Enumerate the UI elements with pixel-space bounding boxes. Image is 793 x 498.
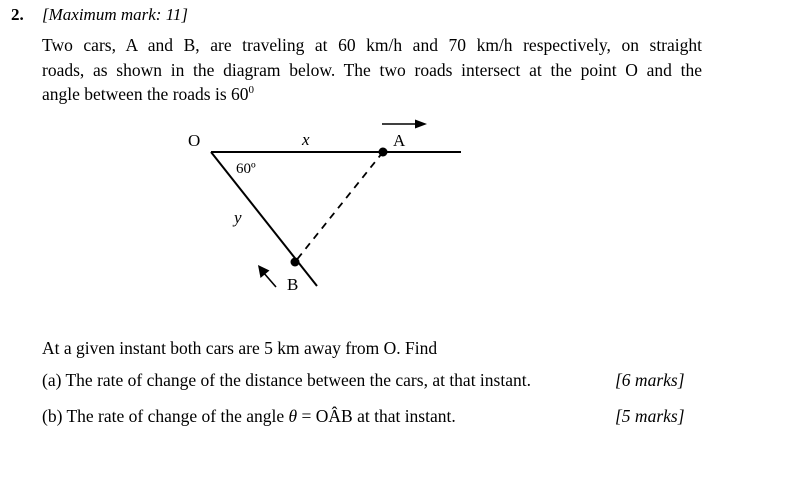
- car-b-point: [291, 258, 300, 267]
- car-a-point: [379, 148, 388, 157]
- part-a-marks: [6 marks]: [615, 370, 685, 390]
- label-a: A: [393, 131, 406, 150]
- part-b-theta: θ: [288, 406, 298, 426]
- label-x: x: [302, 130, 310, 149]
- part-a-text: (a) The rate of change of the distance between the cars, at that instant.: [42, 370, 531, 390]
- angle-degree-sup: 0: [248, 84, 255, 96]
- label-y: y: [234, 208, 242, 227]
- label-o: O: [188, 131, 201, 150]
- part-b-marks: [5 marks]: [615, 406, 685, 426]
- question-number: 2.: [11, 5, 24, 24]
- question-line-2: roads, as shown in the diagram below. The two roads intersect at the point O and the: [42, 59, 702, 80]
- question-line-3-text: angle between the roads is 60: [42, 84, 249, 104]
- label-b: B: [287, 275, 299, 294]
- prompt-text: At a given instant both cars are 5 km away from O. Find: [42, 338, 438, 358]
- car-b-direction-arrow-icon: [258, 265, 276, 287]
- part-b-prefix: (b) The rate of change of the angle: [42, 406, 289, 426]
- label-angle: 60º: [236, 161, 256, 177]
- car-a-direction-arrow-icon: [382, 120, 427, 129]
- question-line-1: Two cars, A and B, are traveling at 60 km/h and 70 km/h respectively, on straight: [42, 35, 702, 55]
- part-b-text: [42, 406, 456, 427]
- maximum-mark: [Maximum mark: 11]: [42, 5, 189, 24]
- distance-line-ab: [295, 152, 383, 262]
- part-b-suffix: at that instant.: [352, 406, 456, 426]
- road-slanted: [211, 152, 317, 286]
- part-b-formula: = OÂB: [297, 406, 353, 426]
